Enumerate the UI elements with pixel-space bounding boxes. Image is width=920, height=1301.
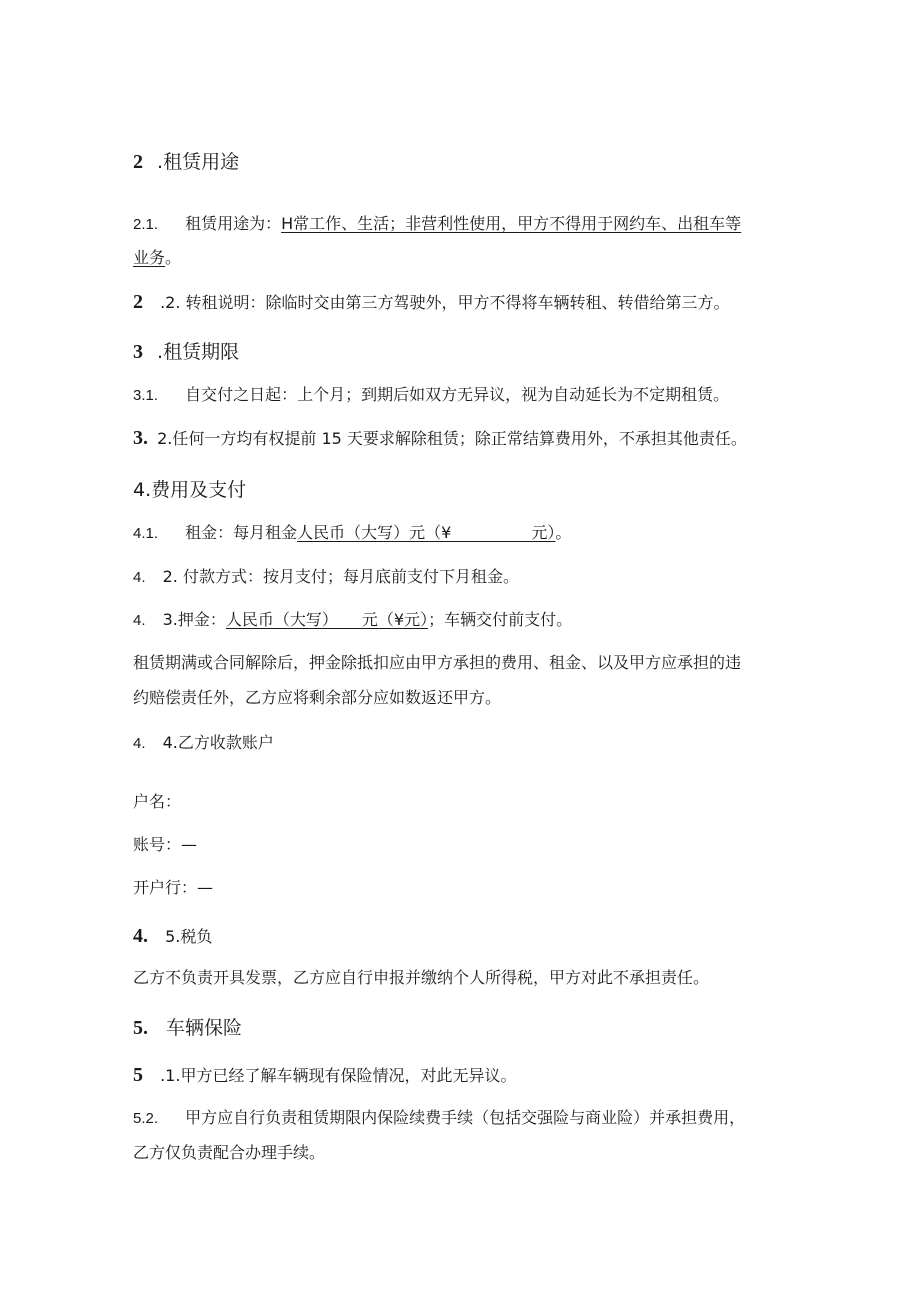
paragraph-line: 乙方不负责开具发票，乙方应自行申报并缴纳个人所得税，甲方对此不承担责任。 bbox=[133, 968, 710, 987]
heading-text: 车辆保险 bbox=[166, 1017, 243, 1039]
section-number: 3 bbox=[133, 341, 143, 363]
clause-5-1 bbox=[133, 1065, 516, 1086]
clause-2-1-continued bbox=[133, 248, 181, 268]
clause-text: 甲方应自行负责租赁期限内保险续费手续（包括交强险与商业险）并承担费用， bbox=[185, 1108, 746, 1127]
clause-underlined-text: 业务 bbox=[133, 248, 166, 267]
rent-amount-blank: 人民币（大写）元（¥ 元） bbox=[297, 523, 556, 542]
section-number: 5. bbox=[133, 1017, 148, 1039]
section-2-heading bbox=[133, 150, 239, 174]
clause-number: 4.1. bbox=[133, 525, 159, 542]
account-number-field: 账号：— bbox=[133, 835, 198, 854]
clause-number: 5.2. bbox=[133, 1110, 159, 1127]
clause-text: 4.乙方收款账户 bbox=[162, 733, 274, 752]
clause-text: 租赁用途为： bbox=[185, 214, 282, 233]
clause-4-5 bbox=[133, 926, 212, 947]
clause-text: 。 bbox=[165, 248, 182, 267]
clause-4-4 bbox=[133, 733, 274, 754]
clause-4-1 bbox=[133, 523, 571, 544]
clause-5-2 bbox=[133, 1108, 745, 1129]
clause-underlined-text: H常工作、生活；非营利性使用，甲方不得用于网约车、出租车等 bbox=[281, 214, 742, 233]
clause-number: 3.1. bbox=[133, 387, 159, 404]
clause-number: 4. bbox=[133, 925, 148, 947]
clause-text: 5.税负 bbox=[165, 927, 213, 946]
paragraph-line: 租赁期满或合同解除后，押金除抵扣应由甲方承担的费用、租金、以及甲方应承担的违 bbox=[133, 653, 742, 672]
account-name-field: 户名： bbox=[133, 792, 182, 811]
clause-text: ；车辆交付前支付。 bbox=[428, 610, 573, 629]
clause-text: .2. 转租说明：除临时交由第三方驾驶外，甲方不得将车辆转租、转借给第三方。 bbox=[160, 293, 730, 312]
clause-4-2 bbox=[133, 567, 519, 588]
clause-number: 4. bbox=[133, 612, 146, 629]
clause-number: 3. bbox=[133, 427, 148, 449]
section-5-heading bbox=[133, 1016, 242, 1040]
clause-2-2 bbox=[133, 292, 730, 313]
deposit-amount-blank: 人民币（大写） 元（¥元） bbox=[225, 610, 429, 629]
clause-text: 3.押金： bbox=[162, 610, 226, 629]
clause-text: 租金：每月租金 bbox=[185, 523, 298, 542]
section-4-heading bbox=[133, 478, 246, 502]
clause-number: 4. bbox=[133, 569, 146, 586]
heading-text: .租赁期限 bbox=[157, 341, 240, 363]
clause-text: 自交付之日起：上个月；到期后如双方无异议，视为自动延长为不定期租赁。 bbox=[185, 385, 730, 404]
section-3-heading bbox=[133, 340, 239, 364]
section-number: 2 bbox=[133, 151, 143, 173]
heading-text: 4.费用及支付 bbox=[133, 479, 247, 501]
clause-number: 2 bbox=[133, 291, 143, 313]
clause-4-3 bbox=[133, 610, 572, 631]
clause-2-1 bbox=[133, 214, 741, 235]
clause-number: 4. bbox=[133, 735, 146, 752]
clause-text: 2.任何一方均有权提前 15 天要求解除租赁；除正常结算费用外，不承担其他责任。 bbox=[157, 429, 747, 448]
clause-number: 2.1. bbox=[133, 216, 159, 233]
clause-3-2 bbox=[133, 428, 747, 449]
clause-3-1 bbox=[133, 385, 729, 406]
bank-field: 开户行：— bbox=[133, 878, 214, 897]
clause-text: 。 bbox=[555, 523, 572, 542]
clause-text: .1.甲方已经了解车辆现有保险情况，对此无异议。 bbox=[160, 1066, 517, 1085]
clause-text: 2. 付款方式：按月支付；每月底前支付下月租金。 bbox=[162, 567, 519, 586]
heading-text: .租赁用途 bbox=[157, 151, 240, 173]
paragraph-line: 约赔偿责任外，乙方应将剩余部分应如数返还甲方。 bbox=[133, 688, 502, 707]
clause-number: 5 bbox=[133, 1064, 143, 1086]
paragraph-line: 乙方仅负责配合办理手续。 bbox=[133, 1143, 326, 1162]
